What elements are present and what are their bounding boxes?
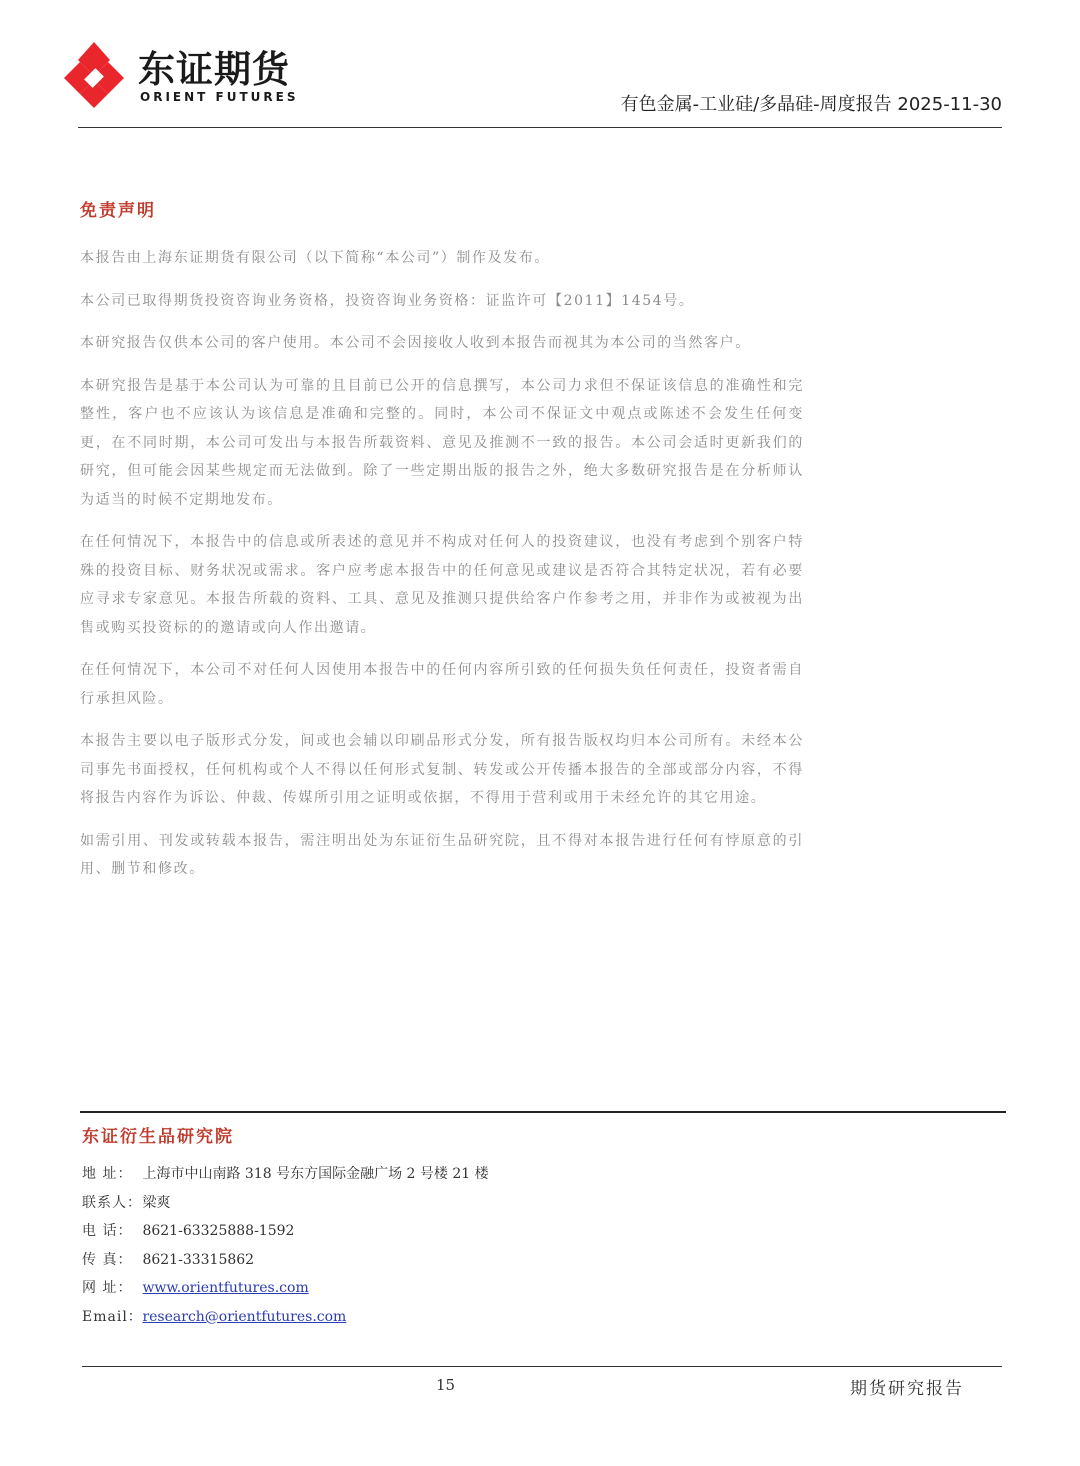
phone-label: 电 话： bbox=[82, 1223, 133, 1239]
address-value: 上海市中山南路 318 号东方国际金融广场 2 号楼 21 楼 bbox=[142, 1166, 489, 1182]
header-divider bbox=[78, 127, 1002, 128]
phone-row bbox=[82, 1217, 489, 1246]
contact-value: 梁爽 bbox=[142, 1194, 171, 1211]
brand-name-en: ORIENT FUTURES bbox=[140, 90, 299, 104]
disclaimer-paragraph: 本研究报告是基于本公司认为可靠的且目前已公开的信息撰写，本公司力求但不保证该信息的准确性和完整性，客户也不应该认为该信息是准确和完整的。同时，本公司不保证文中观点或陈述不会发生任何变更，在不同时期，本公司可发出与本报告所载资料、意见及推测不一致的报告。本公司会适时更新我们的研究，但可能会因某些规定而无法做到。除了一些定期出版的报告之外，绝大多数研究报告是在分析师认为适当的时候不定期地发布。 bbox=[80, 377, 804, 508]
address-row bbox=[82, 1160, 489, 1189]
contact-block bbox=[82, 1160, 489, 1331]
website-link[interactable]: www.orientfutures.com bbox=[142, 1280, 309, 1296]
institute-divider bbox=[80, 1111, 1006, 1113]
website-row bbox=[82, 1274, 489, 1303]
disclaimer-paragraph: 本报告主要以电子版形式分发，间或也会辅以印刷品形式分发，所有报告版权均归本公司所有。未经本公司事先书面授权，任何机构或个人不得以任何形式复制、转发或公开传播本报告的全部或部分内容，不得将报告内容作为诉讼、仲裁、传媒所引用之证明或依据，不得用于营利或用于未经允许的其它用途。 bbox=[80, 733, 804, 806]
footer-divider bbox=[82, 1366, 1002, 1367]
brand-name-cn: 东证期货 bbox=[138, 48, 290, 91]
disclaimer-paragraph: 在任何情况下，本报告中的信息或所表述的意见并不构成对任何人的投资建议，也没有考虑到个别客户特殊的投资目标、财务状况或需求。客户应考虑本报告中的任何意见或建议是否符合其特定状况，若有必要应寻求专家意见。本报告所载的资料、工具、意见及推测只提供给客户作参考之用，并非作为或被视为出售或购买投资标的的邀请或向人作出邀请。 bbox=[80, 534, 804, 636]
phone-value: 8621-63325888-1592 bbox=[142, 1223, 295, 1239]
contact-person-row bbox=[82, 1189, 489, 1218]
disclaimer-paragraph: 在任何情况下，本公司不对任何人因使用本报告中的任何内容所引致的任何损失负任何责任，投资者需自行承担风险。 bbox=[80, 662, 804, 707]
disclaimer-body bbox=[80, 244, 804, 898]
address-label: 地 址： bbox=[82, 1166, 133, 1182]
email-link[interactable]: research@orientfutures.com bbox=[142, 1308, 347, 1325]
email-row bbox=[82, 1303, 489, 1332]
page-number: 15 bbox=[436, 1376, 456, 1394]
institute-title: 东证衍生品研究院 bbox=[82, 1127, 234, 1147]
orient-futures-logo bbox=[62, 40, 126, 108]
disclaimer-paragraph: 本公司已取得期货投资咨询业务资格，投资咨询业务资格：证监许可【2011】1454号。 bbox=[80, 292, 695, 309]
email-label: Email： bbox=[82, 1308, 143, 1325]
website-label: 网 址： bbox=[82, 1280, 133, 1296]
contact-label: 联系人： bbox=[82, 1194, 142, 1211]
fax-label: 传 真： bbox=[82, 1251, 133, 1268]
fax-value: 8621-33315862 bbox=[142, 1251, 255, 1268]
fax-row bbox=[82, 1246, 489, 1275]
report-title: 有色金属-工业硅/多晶硅-周度报告 2025-11-30 bbox=[620, 94, 1002, 115]
disclaimer-title: 免责声明 bbox=[80, 201, 156, 221]
disclaimer-paragraph: 如需引用、刊发或转载本报告，需注明出处为东证衍生品研究院，且不得对本报告进行任何有悖原意的引用、删节和修改。 bbox=[80, 832, 804, 877]
disclaimer-paragraph: 本研究报告仅供本公司的客户使用。本公司不会因接收人收到本报告而视其为本公司的当然客户。 bbox=[80, 335, 751, 351]
disclaimer-paragraph: 本报告由上海东证期货有限公司（以下简称“本公司”）制作及发布。 bbox=[80, 250, 550, 266]
report-type: 期货研究报告 bbox=[850, 1379, 964, 1399]
